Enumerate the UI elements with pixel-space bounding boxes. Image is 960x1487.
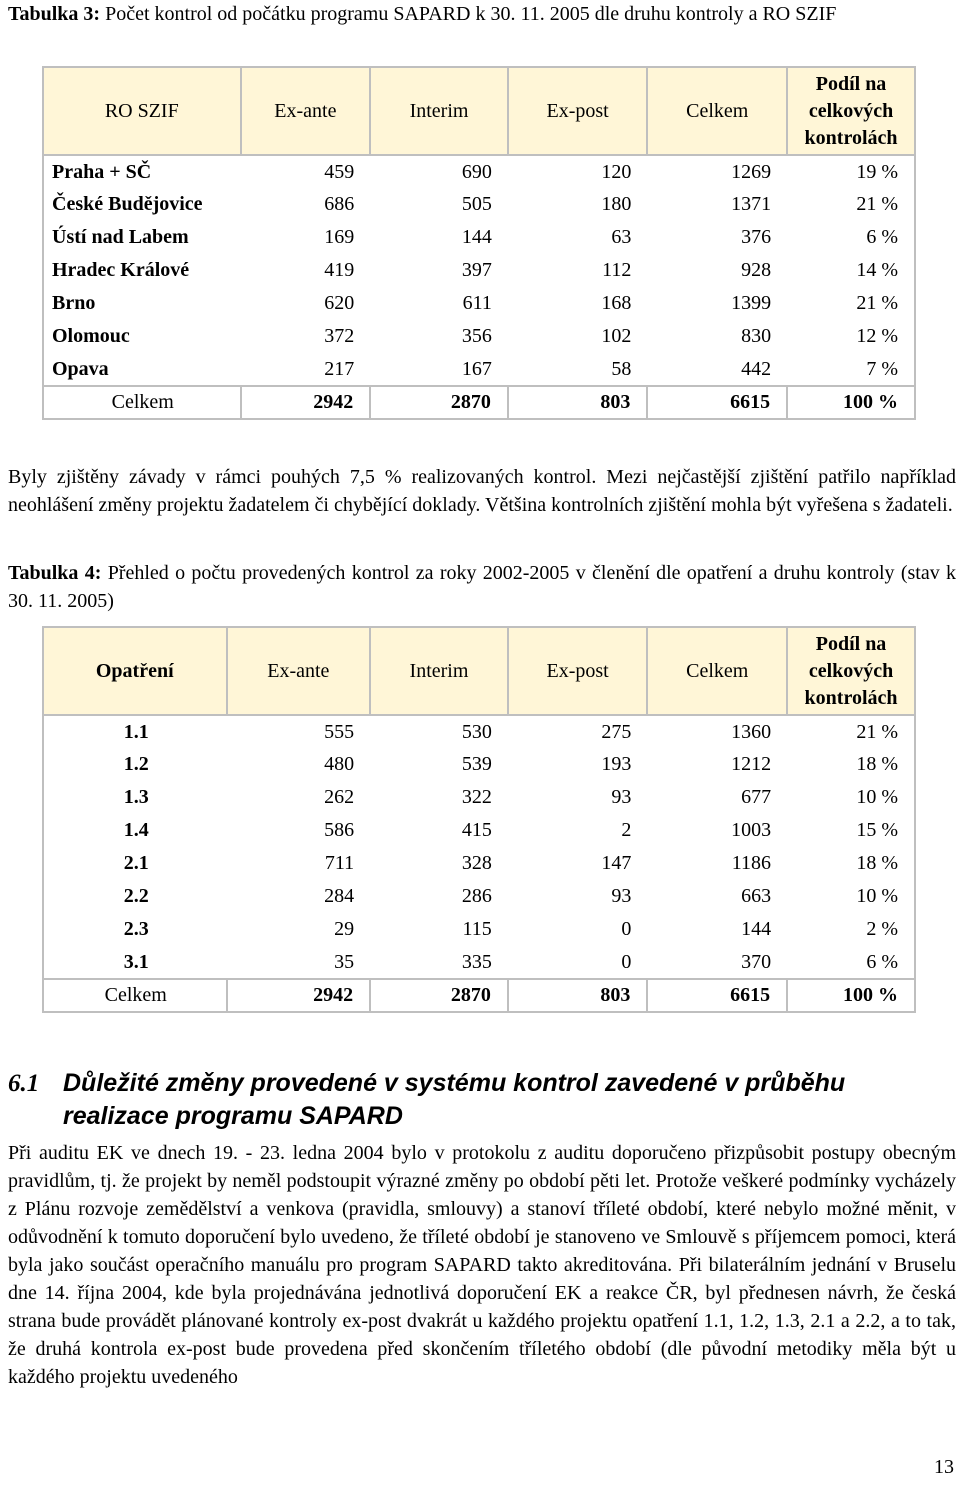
section-number: 6.1 bbox=[8, 1070, 40, 1097]
table-cell: 6 % bbox=[866, 950, 898, 973]
table3-header-share: Podíl na celkových kontrolách bbox=[787, 67, 915, 155]
table-cell: 10 % bbox=[856, 885, 898, 907]
table-row bbox=[43, 320, 915, 353]
table-cell: 168 bbox=[601, 292, 632, 314]
table-cell: 284 bbox=[324, 885, 355, 907]
table4-header-measure: Opatření bbox=[43, 627, 227, 715]
table-cell: 663 bbox=[741, 885, 772, 907]
table3-caption bbox=[8, 0, 956, 28]
table-cell: 356 bbox=[461, 325, 492, 347]
table-cell: 10 % bbox=[856, 786, 898, 808]
table-cell: 120 bbox=[601, 160, 632, 183]
table-cell: 144 bbox=[741, 918, 772, 940]
table-cell: 1212 bbox=[731, 753, 772, 775]
table-cell: 35 bbox=[334, 950, 355, 973]
table-row bbox=[43, 287, 915, 320]
row-label: 2.1 bbox=[123, 852, 149, 874]
table-cell: 167 bbox=[461, 357, 492, 380]
table-cell: 286 bbox=[461, 885, 492, 907]
table4-header-share: Podíl na celkových kontrolách bbox=[787, 627, 915, 715]
table-row bbox=[43, 188, 915, 221]
row-label: 1.4 bbox=[123, 819, 149, 841]
row-label: České Budějovice bbox=[52, 193, 203, 215]
table-cell: 586 bbox=[324, 819, 355, 841]
total-cell: 803 bbox=[508, 386, 648, 419]
table4-caption bbox=[8, 559, 956, 615]
table-row bbox=[43, 155, 915, 188]
total-cell: 100 % bbox=[787, 386, 915, 419]
table-cell: 1003 bbox=[731, 819, 772, 841]
table-cell: 415 bbox=[461, 819, 492, 841]
table-cell: 459 bbox=[324, 160, 355, 183]
table-row bbox=[43, 847, 915, 880]
table-cell: 686 bbox=[324, 193, 355, 215]
table3-caption-text: Počet kontrol od počátku programu SAPARD k 30. 11. 2005 dle druhu kontroly a RO SZIF bbox=[105, 3, 837, 25]
table-cell: 12 % bbox=[856, 325, 898, 347]
table4-header-expost: Ex-post bbox=[508, 627, 648, 715]
row-label: Ústí nad Labem bbox=[52, 226, 189, 248]
table-cell: 1399 bbox=[731, 292, 772, 314]
table-cell: 21 % bbox=[856, 292, 898, 314]
row-label: Praha + SČ bbox=[52, 160, 152, 183]
row-label: 1.2 bbox=[123, 753, 149, 775]
table4-caption-text: Přehled o počtu provedených kontrol za roky 2002-2005 v členění dle opatření a druhu kontroly (stav k 30. 11. 2005) bbox=[8, 562, 956, 612]
table-cell: 677 bbox=[741, 786, 772, 808]
table-cell: 322 bbox=[461, 786, 492, 808]
table4-header-total: Celkem bbox=[647, 627, 787, 715]
table3-header-exante: Ex-ante bbox=[241, 67, 371, 155]
table-cell: 58 bbox=[611, 357, 632, 380]
table-cell: 217 bbox=[324, 357, 355, 380]
table-cell: 555 bbox=[324, 720, 355, 743]
table-row bbox=[43, 353, 915, 386]
table-cell: 93 bbox=[611, 885, 632, 907]
table-cell: 442 bbox=[741, 357, 772, 380]
table3-header-interim: Interim bbox=[370, 67, 508, 155]
total-label: Celkem bbox=[43, 386, 241, 419]
table-cell: 1269 bbox=[731, 160, 772, 183]
row-label: 2.2 bbox=[123, 885, 149, 907]
total-cell: 2942 bbox=[227, 979, 371, 1012]
table-cell: 372 bbox=[324, 325, 355, 347]
table-cell: 530 bbox=[461, 720, 492, 743]
table3-caption-label: Tabulka 3: bbox=[8, 3, 101, 25]
row-label: Olomouc bbox=[52, 325, 130, 347]
row-label: 1.3 bbox=[123, 786, 149, 808]
row-label: 1.1 bbox=[123, 720, 149, 743]
table-cell: 539 bbox=[461, 753, 492, 775]
table-cell: 63 bbox=[611, 226, 632, 248]
table-row bbox=[43, 748, 915, 781]
table3-header-region: RO SZIF bbox=[43, 67, 241, 155]
table-cell: 15 % bbox=[856, 819, 898, 841]
table-cell: 1186 bbox=[731, 852, 772, 874]
table3 bbox=[42, 66, 916, 420]
table-cell: 2 bbox=[621, 819, 632, 841]
table-cell: 115 bbox=[462, 918, 492, 940]
table-cell: 711 bbox=[324, 852, 355, 874]
table-cell: 376 bbox=[741, 226, 772, 248]
table-cell: 193 bbox=[601, 753, 632, 775]
table-row bbox=[43, 946, 915, 979]
total-label: Celkem bbox=[43, 979, 227, 1012]
table-cell: 18 % bbox=[856, 852, 898, 874]
table3-header-expost: Ex-post bbox=[508, 67, 648, 155]
total-row bbox=[43, 386, 915, 419]
total-cell: 6615 bbox=[647, 386, 787, 419]
table3-header-total: Celkem bbox=[647, 67, 787, 155]
row-label: Opava bbox=[52, 357, 109, 380]
table4-caption-label: Tabulka 4: bbox=[8, 562, 102, 584]
table-row bbox=[43, 221, 915, 254]
table-cell: 29 bbox=[334, 918, 355, 940]
table-cell: 611 bbox=[462, 292, 492, 314]
total-cell: 2870 bbox=[370, 386, 508, 419]
row-label: Hradec Králové bbox=[52, 259, 190, 281]
table-cell: 505 bbox=[461, 193, 492, 215]
table-cell: 2 % bbox=[866, 918, 898, 940]
table-cell: 180 bbox=[601, 193, 632, 215]
row-label: 2.3 bbox=[123, 918, 149, 940]
table-cell: 6 % bbox=[866, 226, 898, 248]
table-row bbox=[43, 913, 915, 946]
total-cell: 6615 bbox=[647, 979, 787, 1012]
section-title: Důležité změny provedené v systému kontrol zavedené v průběhu realizace programu SAPARD bbox=[63, 1069, 846, 1130]
table-cell: 169 bbox=[324, 226, 355, 248]
table-cell: 275 bbox=[601, 720, 632, 743]
table4-header-interim: Interim bbox=[370, 627, 508, 715]
row-label: 3.1 bbox=[123, 950, 149, 973]
total-cell: 100 % bbox=[787, 979, 915, 1012]
table-cell: 1371 bbox=[731, 193, 772, 215]
table-cell: 370 bbox=[741, 950, 772, 973]
table-row bbox=[43, 781, 915, 814]
total-cell: 803 bbox=[508, 979, 648, 1012]
table-cell: 328 bbox=[461, 852, 492, 874]
table-cell: 480 bbox=[324, 753, 355, 775]
table-cell: 0 bbox=[621, 918, 632, 940]
table-cell: 21 % bbox=[856, 193, 898, 215]
total-row bbox=[43, 979, 915, 1012]
table-cell: 830 bbox=[741, 325, 772, 347]
table-cell: 112 bbox=[602, 259, 632, 281]
table-row bbox=[43, 254, 915, 287]
table-cell: 397 bbox=[461, 259, 492, 281]
table-cell: 18 % bbox=[856, 753, 898, 775]
paragraph-findings: Byly zjištěny závady v rámci pouhých 7,5 % realizovaných kontrol. Mezi nejčastější zjištění patřilo například neohlášení změny projektu žadatelem či chybějící doklady. Většina kontrolních zjištění mohla být vyřešena s žadateli. bbox=[8, 466, 956, 516]
table-cell: 102 bbox=[601, 325, 632, 347]
table-cell: 93 bbox=[611, 786, 632, 808]
table-cell: 144 bbox=[461, 226, 492, 248]
table-cell: 928 bbox=[741, 259, 772, 281]
table4-header-exante: Ex-ante bbox=[227, 627, 371, 715]
table-cell: 419 bbox=[324, 259, 355, 281]
table-cell: 335 bbox=[461, 950, 492, 973]
total-cell: 2942 bbox=[241, 386, 371, 419]
table-cell: 262 bbox=[324, 786, 355, 808]
table-cell: 1360 bbox=[731, 720, 772, 743]
table-row bbox=[43, 880, 915, 913]
page-number: 13 bbox=[934, 1456, 954, 1478]
table-cell: 690 bbox=[461, 160, 492, 183]
table-cell: 14 % bbox=[856, 259, 898, 281]
table-cell: 0 bbox=[621, 950, 632, 973]
total-cell: 2870 bbox=[370, 979, 508, 1012]
section-heading bbox=[8, 1067, 956, 1133]
row-label: Brno bbox=[52, 292, 96, 314]
table-cell: 21 % bbox=[856, 720, 898, 743]
table-cell: 19 % bbox=[856, 160, 898, 183]
table-cell: 620 bbox=[324, 292, 355, 314]
table-row bbox=[43, 814, 915, 847]
table-row bbox=[43, 715, 915, 748]
table4 bbox=[42, 626, 916, 1013]
table-cell: 7 % bbox=[866, 357, 898, 380]
paragraph-audit: Při auditu EK ve dnech 19. - 23. ledna 2004 bylo v protokolu z auditu doporučeno přizpůsobit postupy obecným pravidlům, tj. že projekt by neměl podstoupit výrazné změny po období pěti let. Protože veškeré podmínky vycházely z Plánu rozvoje zemědělství a venkova (pravidla, smlouvy) a stanoví tříleté období, které nebylo možné měnit, v odůvodnění k tomuto doporučení bylo uvedeno, že tříleté období je stanoveno ve Smlouvě s příjemcem pomoci, která byla jako součást operačního manuálu pro program SAPARD takto akreditována. Při bilaterálním jednání v Bruselu dne 14. října 2004, kde byla projednávána jednotlivá doporučení EK a reakce ČR, byl přednesen návrh, že česká strana bude provádět plánované kontroly ex-post dvakrát u každého projektu opatření 1.1, 1.2, 1.3, 2.1 a 2.2, a to tak, že druhá kontrola ex-post bude provedena před skončením tříletého období (dle původní metodiky měla být u každého projektu uvedeného bbox=[8, 1142, 956, 1388]
table-cell: 147 bbox=[601, 852, 632, 874]
